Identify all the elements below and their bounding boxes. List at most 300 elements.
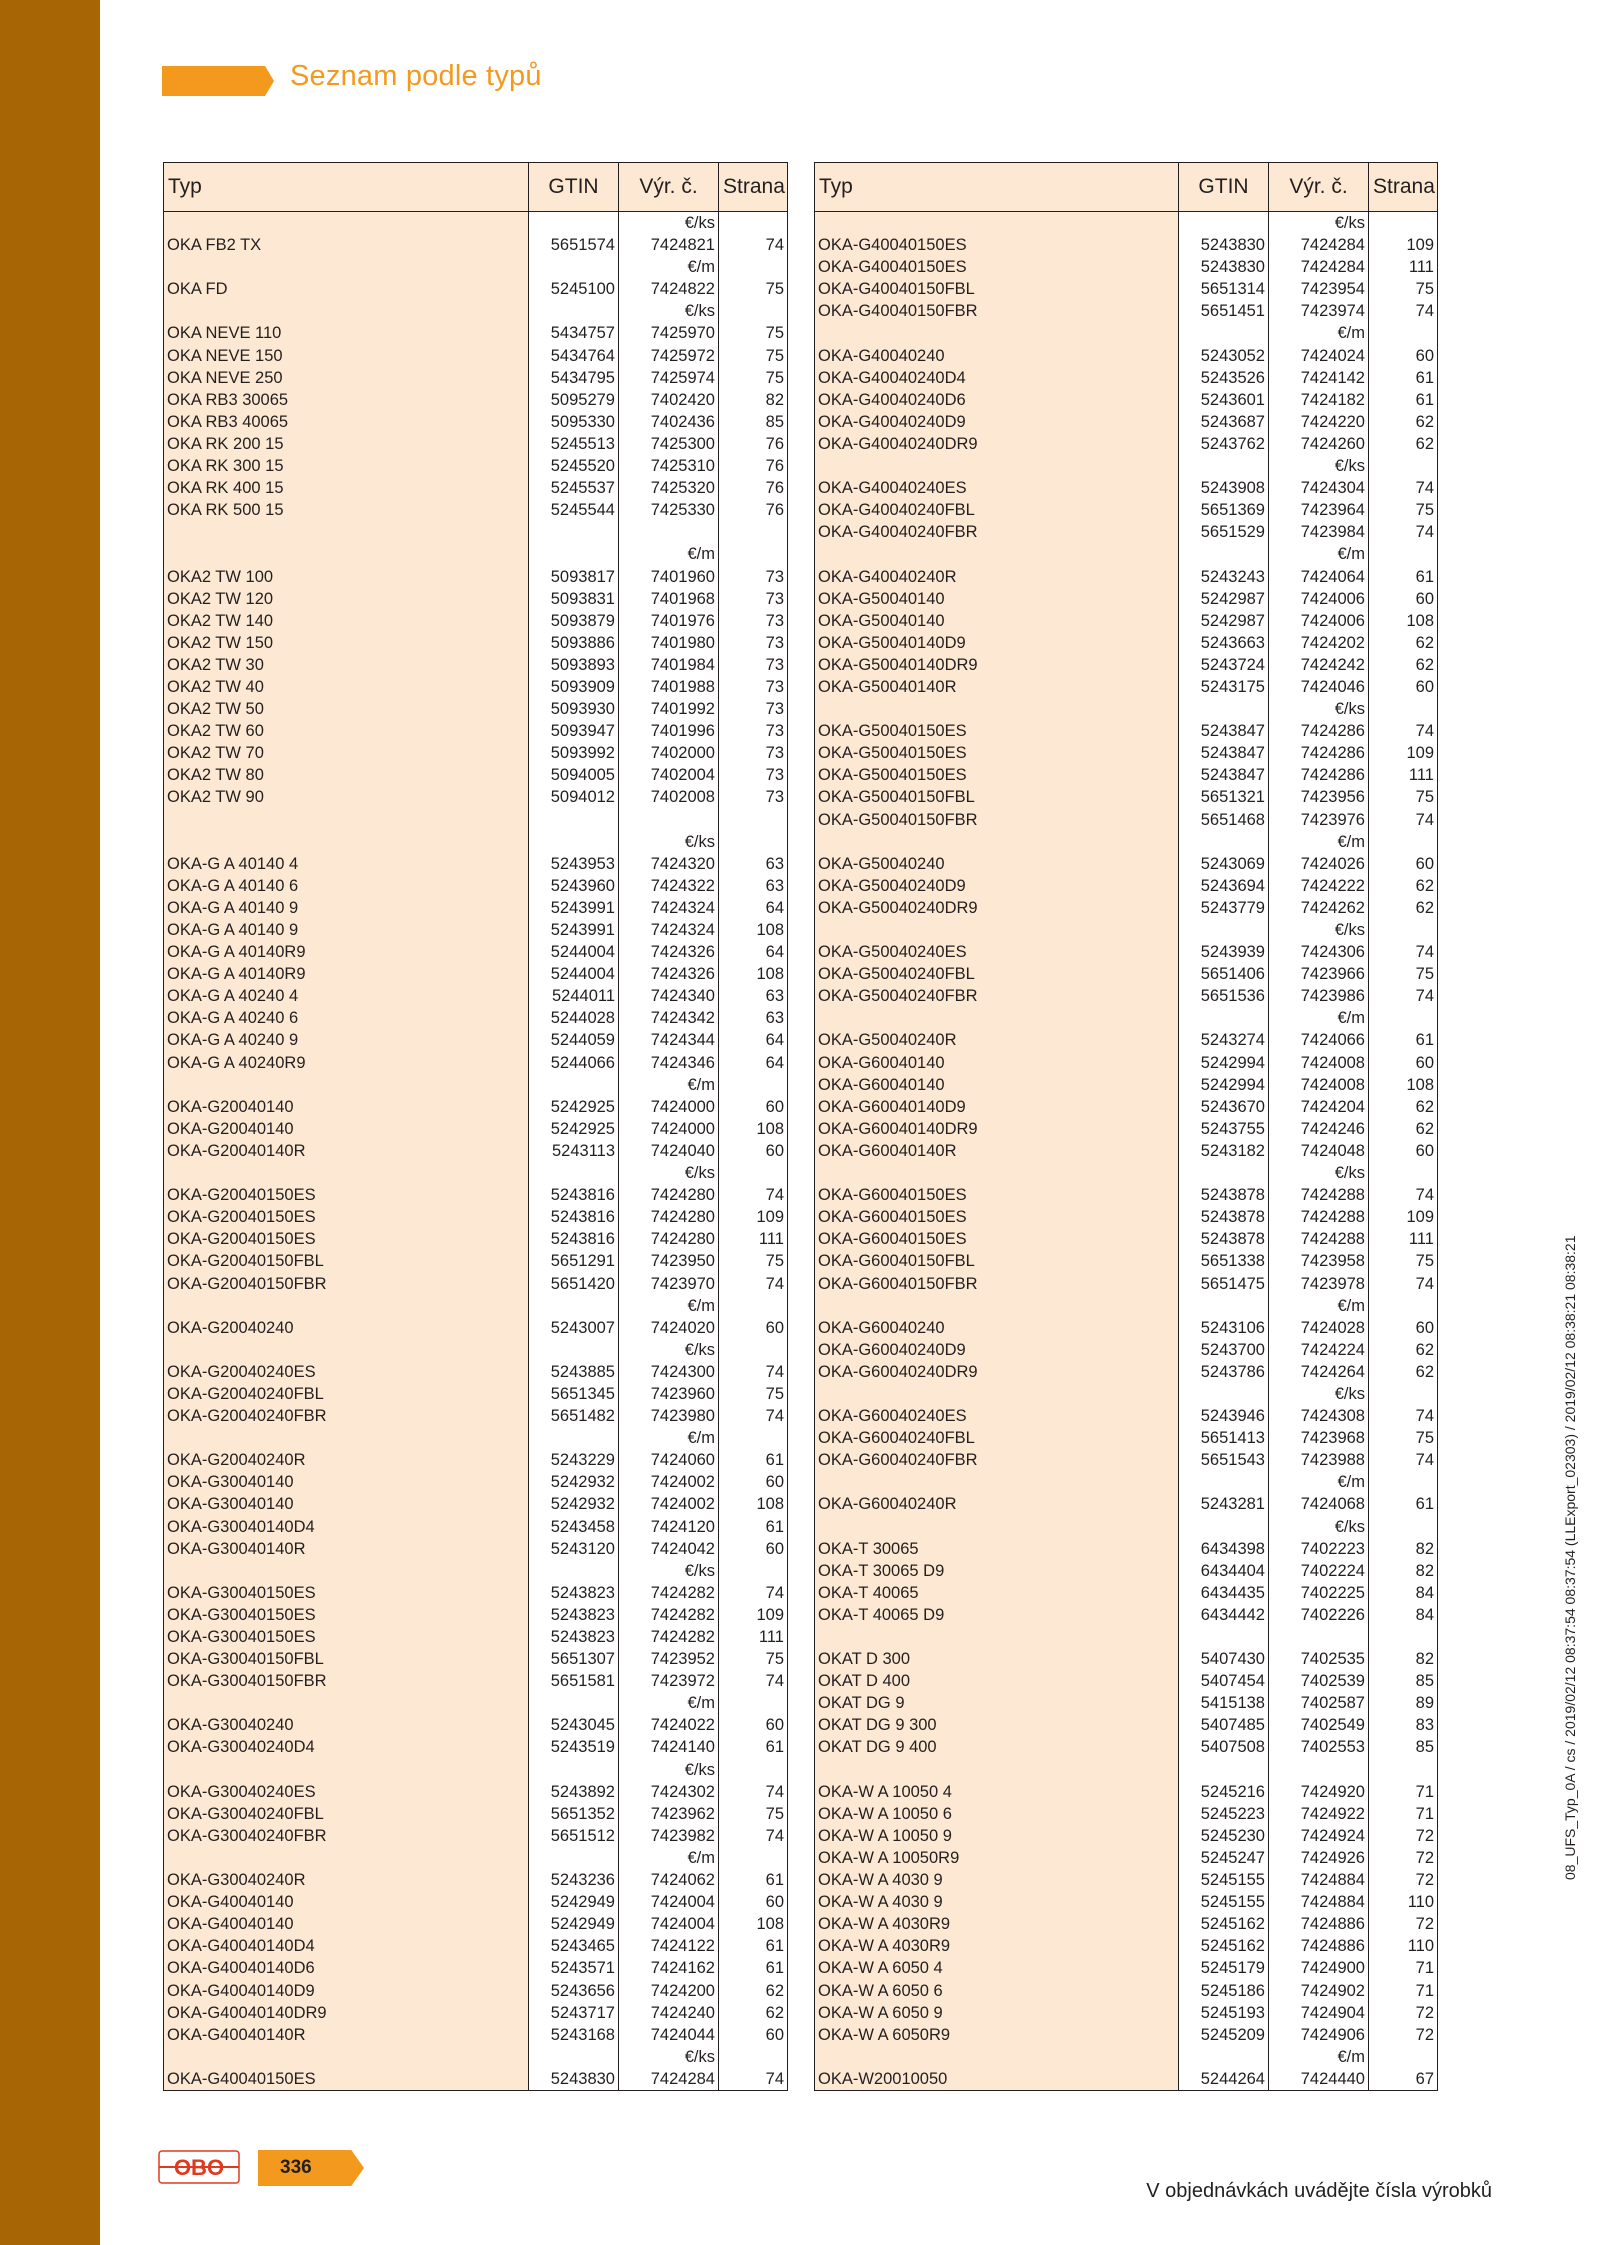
- table-row: [164, 256, 788, 278]
- cell-page: 73: [719, 610, 788, 632]
- cell-page: 74: [719, 1825, 788, 1847]
- table-row: [815, 1626, 1438, 1648]
- table-row: [815, 1538, 1438, 1560]
- table-row: [815, 1383, 1438, 1405]
- cell-page: 111: [1369, 1228, 1438, 1250]
- cell-product-number: 7424204: [1269, 1096, 1369, 1118]
- table-row: [164, 941, 788, 963]
- col-header-gtin: GTIN: [529, 163, 619, 212]
- table-row: [815, 1140, 1438, 1162]
- cell-gtin: 5243724: [1179, 654, 1269, 676]
- table-row: [164, 786, 788, 808]
- cell-type: OKA-G40040240FBL: [815, 499, 1179, 521]
- cell-product-number: 7424060: [619, 1449, 719, 1471]
- cell-page: 60: [719, 2024, 788, 2046]
- cell-page: 60: [719, 1891, 788, 1913]
- table-row: [815, 720, 1438, 742]
- cell-type: OKA2 TW 90: [164, 786, 529, 808]
- cell-page: 60: [1369, 853, 1438, 875]
- cell-type: OKA-W A 10050 6: [815, 1803, 1179, 1825]
- cell-page: [719, 1427, 788, 1449]
- cell-gtin: 5243281: [1179, 1493, 1269, 1515]
- cell-type: OKA-G30040240FBL: [164, 1803, 529, 1825]
- cell-type: [164, 212, 529, 235]
- side-color-bar: [0, 0, 100, 2245]
- cell-type: OKA-G20040150FBL: [164, 1250, 529, 1272]
- cell-product-number: 7424000: [619, 1118, 719, 1140]
- cell-product-number: €/ks: [619, 2046, 719, 2068]
- cell-product-number: 7423950: [619, 1250, 719, 1272]
- cell-product-number: €/ks: [619, 1339, 719, 1361]
- cell-gtin: 5245162: [1179, 1913, 1269, 1935]
- cell-product-number: 7402436: [619, 411, 719, 433]
- cell-product-number: 7402226: [1269, 1604, 1369, 1626]
- cell-product-number: 7424900: [1269, 1957, 1369, 1979]
- cell-product-number: 7424008: [1269, 1052, 1369, 1074]
- cell-product-number: 7424286: [1269, 742, 1369, 764]
- cell-product-number: 7402224: [1269, 1560, 1369, 1582]
- cell-type: OKA-W A 6050 9: [815, 2002, 1179, 2024]
- cell-gtin: 5651352: [529, 1803, 619, 1825]
- cell-page: 72: [1369, 1825, 1438, 1847]
- cell-product-number: 7424024: [1269, 345, 1369, 367]
- cell-page: [1369, 919, 1438, 941]
- cell-gtin: 5245209: [1179, 2024, 1269, 2046]
- cell-product-number: 7424302: [619, 1781, 719, 1803]
- cell-type: OKA-G40040140: [164, 1891, 529, 1913]
- cell-type: OKA-G20040140R: [164, 1140, 529, 1162]
- cell-gtin: 5245100: [529, 278, 619, 300]
- cell-gtin: 5242925: [529, 1096, 619, 1118]
- table-row: [815, 543, 1438, 565]
- cell-gtin: 6434404: [1179, 1560, 1269, 1582]
- cell-product-number: 7423970: [619, 1273, 719, 1295]
- cell-page: 72: [1369, 1847, 1438, 1869]
- table-row: [164, 1405, 788, 1427]
- cell-gtin: [1179, 212, 1269, 235]
- cell-product-number: 7424346: [619, 1052, 719, 1074]
- cell-gtin: 5407430: [1179, 1648, 1269, 1670]
- cell-gtin: 5243823: [529, 1626, 619, 1648]
- cell-gtin: 5243762: [1179, 433, 1269, 455]
- cell-product-number: 7424886: [1269, 1935, 1369, 1957]
- cell-page: 76: [719, 499, 788, 521]
- table-row: [815, 853, 1438, 875]
- cell-page: [719, 831, 788, 853]
- cell-page: 74: [719, 2068, 788, 2091]
- cell-type: OKA-G40040150FBR: [815, 300, 1179, 322]
- cell-page: 108: [719, 963, 788, 985]
- cell-page: 109: [719, 1206, 788, 1228]
- table-row: [164, 1449, 788, 1471]
- cell-type: OKA-G60040240ES: [815, 1405, 1179, 1427]
- table-row: [815, 521, 1438, 543]
- cell-type: [164, 1692, 529, 1714]
- table-row: [164, 764, 788, 786]
- cell-gtin: 5243878: [1179, 1184, 1269, 1206]
- cell-type: OKA-G50040140D9: [815, 632, 1179, 654]
- cell-type: [164, 1339, 529, 1361]
- cell-product-number: 7423956: [1269, 786, 1369, 808]
- cell-type: [815, 919, 1179, 941]
- table-row: [164, 521, 788, 543]
- cell-type: OKA RB3 40065: [164, 411, 529, 433]
- cell-product-number: 7424246: [1269, 1118, 1369, 1140]
- cell-page: 60: [719, 1538, 788, 1560]
- cell-gtin: 5245216: [1179, 1781, 1269, 1803]
- cell-product-number: 7423958: [1269, 1250, 1369, 1272]
- cell-gtin: 5651291: [529, 1250, 619, 1272]
- table-row: [815, 897, 1438, 919]
- table-row: [815, 941, 1438, 963]
- cell-gtin: 5651512: [529, 1825, 619, 1847]
- cell-page: 75: [1369, 278, 1438, 300]
- cell-type: OKAT D 400: [815, 1670, 1179, 1692]
- cell-type: OKA-G30040150FBR: [164, 1670, 529, 1692]
- cell-gtin: 5243823: [529, 1582, 619, 1604]
- cell-page: 60: [1369, 588, 1438, 610]
- cell-product-number: 7424282: [619, 1582, 719, 1604]
- cell-gtin: 5093879: [529, 610, 619, 632]
- cell-type: [815, 1007, 1179, 1029]
- cell-gtin: [1179, 919, 1269, 941]
- cell-page: 83: [1369, 1714, 1438, 1736]
- cell-type: OKA-G30040150ES: [164, 1626, 529, 1648]
- cell-type: OKA-W A 6050R9: [815, 2024, 1179, 2046]
- cell-gtin: [529, 1560, 619, 1582]
- cell-gtin: 5244059: [529, 1029, 619, 1051]
- cell-page: 61: [719, 1736, 788, 1758]
- cell-page: [719, 1295, 788, 1317]
- cell-gtin: 5243656: [529, 1980, 619, 2002]
- cell-type: OKA-G20040240FBR: [164, 1405, 529, 1427]
- cell-page: 75: [719, 1383, 788, 1405]
- table-row: [164, 654, 788, 676]
- table-row: [164, 831, 788, 853]
- cell-type: OKA-G40040240D9: [815, 411, 1179, 433]
- cell-gtin: 5243878: [1179, 1228, 1269, 1250]
- cell-product-number: 7424004: [619, 1913, 719, 1935]
- cell-gtin: 5243519: [529, 1736, 619, 1758]
- cell-type: OKA-G50040240FBR: [815, 985, 1179, 1007]
- cell-type: [164, 521, 529, 543]
- table-row: [815, 742, 1438, 764]
- cell-gtin: [529, 1074, 619, 1096]
- cell-gtin: 5242994: [1179, 1074, 1269, 1096]
- cell-gtin: 5244004: [529, 963, 619, 985]
- table-row: [815, 389, 1438, 411]
- cell-gtin: 5651468: [1179, 809, 1269, 831]
- cell-page: 110: [1369, 1935, 1438, 1957]
- table-row: [815, 963, 1438, 985]
- table-row: [164, 1273, 788, 1295]
- cell-page: [719, 1162, 788, 1184]
- cell-page: 73: [719, 764, 788, 786]
- cell-product-number: €/ks: [619, 300, 719, 322]
- table-row: [815, 875, 1438, 897]
- cell-page: 84: [1369, 1604, 1438, 1626]
- cell-product-number: 7424242: [1269, 654, 1369, 676]
- col-header-product-number: Výr. č.: [619, 163, 719, 212]
- table-row: [815, 588, 1438, 610]
- cell-page: [719, 1074, 788, 1096]
- cell-product-number: 7424886: [1269, 1913, 1369, 1935]
- cell-page: 62: [719, 1980, 788, 2002]
- table-row: [164, 1383, 788, 1405]
- table-row: [815, 985, 1438, 1007]
- cell-product-number: 7424004: [619, 1891, 719, 1913]
- cell-page: 62: [1369, 1118, 1438, 1140]
- table-row: [815, 1803, 1438, 1825]
- cell-gtin: 5651314: [1179, 278, 1269, 300]
- cell-page: 73: [719, 698, 788, 720]
- cell-product-number: 7424821: [619, 234, 719, 256]
- cell-page: 61: [719, 1516, 788, 1538]
- table-row: [164, 1339, 788, 1361]
- table-row: [815, 1029, 1438, 1051]
- cell-gtin: 5245513: [529, 433, 619, 455]
- cell-gtin: 5093831: [529, 588, 619, 610]
- cell-gtin: 5243830: [1179, 256, 1269, 278]
- cell-type: OKA-G30040240FBR: [164, 1825, 529, 1847]
- page-number: 336: [280, 2157, 312, 2178]
- table-row: [164, 1913, 788, 1935]
- cell-gtin: 5094012: [529, 786, 619, 808]
- cell-page: 73: [719, 654, 788, 676]
- cell-page: 73: [719, 786, 788, 808]
- cell-gtin: 5651475: [1179, 1273, 1269, 1295]
- cell-gtin: 5434757: [529, 322, 619, 344]
- cell-gtin: 5651307: [529, 1648, 619, 1670]
- cell-type: OKA-G30040150ES: [164, 1604, 529, 1626]
- table-row: [815, 499, 1438, 521]
- cell-product-number: 7424068: [1269, 1493, 1369, 1515]
- table-row: [164, 1891, 788, 1913]
- table-row: [164, 1184, 788, 1206]
- cell-gtin: 5243755: [1179, 1118, 1269, 1140]
- table-row: [164, 433, 788, 455]
- table-row: [164, 1493, 788, 1515]
- table-row: [815, 1604, 1438, 1626]
- cell-type: OKA-T 40065 D9: [815, 1604, 1179, 1626]
- cell-type: OKA2 TW 150: [164, 632, 529, 654]
- cell-product-number: 7424066: [1269, 1029, 1369, 1051]
- cell-page: [1369, 1295, 1438, 1317]
- cell-gtin: [1179, 455, 1269, 477]
- cell-page: 108: [1369, 610, 1438, 632]
- cell-product-number: 7423982: [619, 1825, 719, 1847]
- cell-type: OKA-W A 10050 4: [815, 1781, 1179, 1803]
- cell-gtin: 5243953: [529, 853, 619, 875]
- cell-page: 64: [719, 1029, 788, 1051]
- cell-product-number: 7402004: [619, 764, 719, 786]
- table-row: [164, 632, 788, 654]
- cell-page: [719, 212, 788, 235]
- table-row: [164, 1118, 788, 1140]
- cell-type: OKA-G A 40140R9: [164, 941, 529, 963]
- cell-type: OKA-G50040150ES: [815, 720, 1179, 742]
- cell-type: OKA-W A 4030R9: [815, 1935, 1179, 1957]
- cell-type: OKA-G30040140: [164, 1471, 529, 1493]
- cell-page: 74: [1369, 941, 1438, 963]
- cell-gtin: 5243052: [1179, 345, 1269, 367]
- cell-page: 109: [719, 1604, 788, 1626]
- cell-page: 71: [1369, 1957, 1438, 1979]
- cell-product-number: 7425970: [619, 322, 719, 344]
- cell-type: OKA-W A 10050R9: [815, 1847, 1179, 1869]
- table-row: [164, 1295, 788, 1317]
- cell-type: OKA-G60040150ES: [815, 1184, 1179, 1206]
- cell-product-number: €/m: [1269, 543, 1369, 565]
- table-row: [815, 1096, 1438, 1118]
- table-row: [815, 256, 1438, 278]
- table-row: [815, 300, 1438, 322]
- cell-type: OKA-G50040240R: [815, 1029, 1179, 1051]
- cell-gtin: 5243601: [1179, 389, 1269, 411]
- cell-gtin: 5243700: [1179, 1339, 1269, 1361]
- cell-gtin: 5243113: [529, 1140, 619, 1162]
- table-row: [815, 1736, 1438, 1758]
- cell-type: OKA-G30040150ES: [164, 1582, 529, 1604]
- cell-page: 72: [1369, 1913, 1438, 1935]
- cell-type: OKA-W A 4030 9: [815, 1869, 1179, 1891]
- logo-text: OBO: [173, 2155, 225, 2180]
- cell-product-number: 7424064: [1269, 566, 1369, 588]
- table-row: [164, 1250, 788, 1272]
- cell-page: [1369, 1007, 1438, 1029]
- table-row: [164, 477, 788, 499]
- cell-type: OKA RK 300 15: [164, 455, 529, 477]
- cell-gtin: [1179, 1759, 1269, 1781]
- cell-product-number: 7424288: [1269, 1184, 1369, 1206]
- cell-page: 74: [1369, 1405, 1438, 1427]
- cell-gtin: 5651406: [1179, 963, 1269, 985]
- cell-type: OKA-W20010050: [815, 2068, 1179, 2091]
- cell-type: OKA-G60040240: [815, 1317, 1179, 1339]
- cell-type: [164, 300, 529, 322]
- cell-type: OKA-G50040240: [815, 853, 1179, 875]
- cell-gtin: 5244004: [529, 941, 619, 963]
- table-row: [164, 367, 788, 389]
- cell-type: OKA NEVE 150: [164, 345, 529, 367]
- cell-product-number: [1269, 1759, 1369, 1781]
- cell-page: 61: [719, 1957, 788, 1979]
- cell-gtin: 5244011: [529, 985, 619, 1007]
- col-header-product-number: Výr. č.: [1269, 163, 1369, 212]
- cell-gtin: 5245537: [529, 477, 619, 499]
- cell-type: OKA-G20040240ES: [164, 1361, 529, 1383]
- cell-product-number: [1269, 1626, 1369, 1648]
- cell-product-number: €/m: [1269, 831, 1369, 853]
- cell-page: 74: [1369, 300, 1438, 322]
- table-row: [815, 1273, 1438, 1295]
- table-row: [164, 1007, 788, 1029]
- table-row: [815, 1714, 1438, 1736]
- table-row: [815, 1449, 1438, 1471]
- cell-product-number: 7424322: [619, 875, 719, 897]
- cell-gtin: 5651369: [1179, 499, 1269, 521]
- cell-page: 60: [1369, 1317, 1438, 1339]
- cell-page: [719, 1759, 788, 1781]
- cell-type: OKA-G20040240FBL: [164, 1383, 529, 1405]
- cell-page: 82: [1369, 1648, 1438, 1670]
- cell-type: OKA RB3 30065: [164, 389, 529, 411]
- table-row: [815, 1493, 1438, 1515]
- cell-page: [719, 2046, 788, 2068]
- cell-product-number: 7424320: [619, 853, 719, 875]
- table-row: [815, 1405, 1438, 1427]
- cell-page: [1369, 1516, 1438, 1538]
- cell-type: [164, 831, 529, 853]
- table-row: [815, 1980, 1438, 2002]
- cell-page: 75: [719, 1250, 788, 1272]
- table-row: [164, 1759, 788, 1781]
- table-header-row: [164, 163, 788, 212]
- table-row: [815, 1162, 1438, 1184]
- obo-logo: [158, 2150, 240, 2184]
- cell-type: OKA-G A 40140 9: [164, 919, 529, 941]
- cell-product-number: €/m: [1269, 1471, 1369, 1493]
- cell-gtin: 5243946: [1179, 1405, 1269, 1427]
- cell-gtin: 5243571: [529, 1957, 619, 1979]
- cell-gtin: [529, 256, 619, 278]
- cell-gtin: [1179, 698, 1269, 720]
- cell-page: 82: [719, 389, 788, 411]
- cell-product-number: €/m: [619, 1074, 719, 1096]
- cell-page: 75: [1369, 786, 1438, 808]
- cell-product-number: 7401992: [619, 698, 719, 720]
- cell-product-number: 7402535: [1269, 1648, 1369, 1670]
- cell-gtin: 5243717: [529, 2002, 619, 2024]
- cell-product-number: 7424120: [619, 1516, 719, 1538]
- cell-gtin: 5651482: [529, 1405, 619, 1427]
- cell-page: 61: [1369, 1029, 1438, 1051]
- cell-page: 74: [719, 1184, 788, 1206]
- cell-product-number: €/ks: [1269, 1383, 1369, 1405]
- cell-gtin: 5243908: [1179, 477, 1269, 499]
- table-row: [815, 1118, 1438, 1140]
- cell-page: 76: [719, 455, 788, 477]
- cell-product-number: 7424288: [1269, 1206, 1369, 1228]
- table-row: [815, 1648, 1438, 1670]
- cell-type: OKA-G30040240: [164, 1714, 529, 1736]
- cell-product-number: 7424280: [619, 1206, 719, 1228]
- cell-gtin: 5407485: [1179, 1714, 1269, 1736]
- cell-product-number: 7425972: [619, 345, 719, 367]
- cell-page: [1369, 1162, 1438, 1184]
- cell-page: 74: [1369, 521, 1438, 543]
- cell-product-number: 7424920: [1269, 1781, 1369, 1803]
- cell-page: 75: [1369, 963, 1438, 985]
- table-row: [815, 1670, 1438, 1692]
- cell-product-number: 7424002: [619, 1471, 719, 1493]
- cell-page: 60: [719, 1714, 788, 1736]
- cell-page: 61: [1369, 389, 1438, 411]
- cell-type: OKA-G60040150FBR: [815, 1273, 1179, 1295]
- cell-type: [164, 809, 529, 831]
- cell-type: OKA-G20040140: [164, 1096, 529, 1118]
- cell-type: OKA-G20040240R: [164, 1449, 529, 1471]
- table-row: [164, 1427, 788, 1449]
- cell-product-number: 7424006: [1269, 610, 1369, 632]
- table-row: [164, 1604, 788, 1626]
- cell-product-number: 7424122: [619, 1935, 719, 1957]
- cell-gtin: 5242994: [1179, 1052, 1269, 1074]
- table-row: [815, 2046, 1438, 2068]
- cell-page: 67: [1369, 2068, 1438, 2091]
- table-row: [164, 1029, 788, 1051]
- col-header-page: Strana: [719, 163, 788, 212]
